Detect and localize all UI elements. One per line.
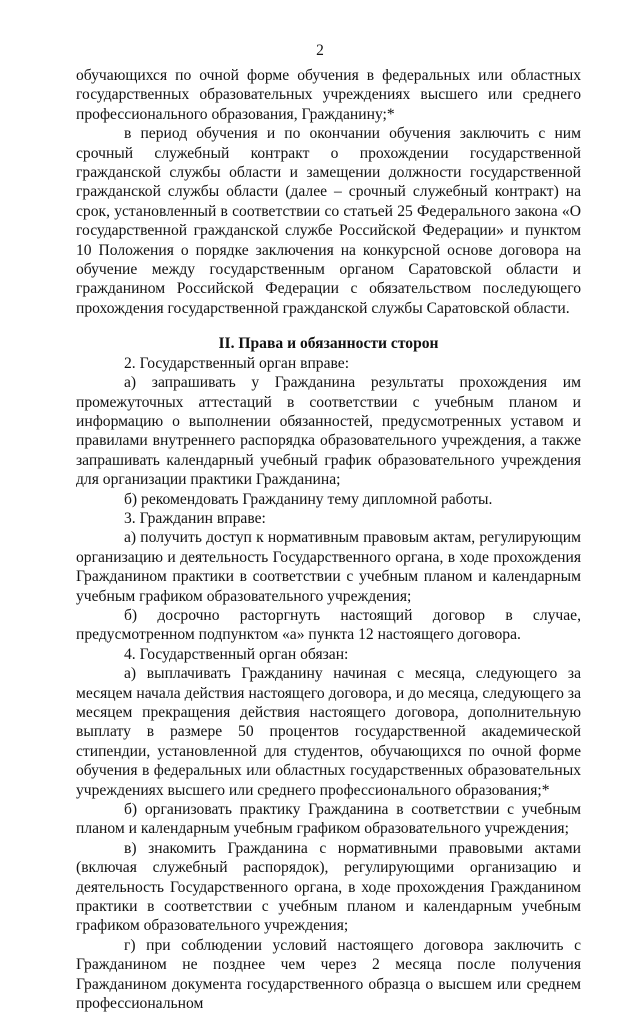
clause-2b: б) рекомендовать Гражданину тему дипломной работы. <box>124 490 493 508</box>
paragraph-continued: обучающихся по очной форме обучения в федеральных или областных государственных образовательных учреждениях высшего или среднего профессионального образования, Гражданину;* <box>76 67 581 123</box>
clause-4: 4. Государственный орган обязан: <box>124 645 349 663</box>
clause-4g: г) при соблюдении условий настоящего договора заключить с Гражданином не позднее чем через 2 месяца после получения Гражданином документа государственного образца о высшем или среднем профессиональном <box>76 936 581 1013</box>
clause-4b: б) организовать практику Гражданина в соответствии с учебным планом и календарным учебным графиком образовательного учреждения; <box>76 801 581 838</box>
clause-2a: а) запрашивать у Гражданина результаты прохождения им промежуточных аттестаций в соответствии с учебным планом и информацию о выполнении обязанностей, предусмотренных уставом и правилами внутреннего распорядка образовательного учреждения, а также запрашивать календарный учебный график образовательного учреждения для организации практики Гражданина; <box>76 374 581 489</box>
clause-4a: а) выплачивать Гражданину начиная с месяца, следующего за месяцем начала действия настоящего договора, и до месяца, следующего за месяцем прекращения действия настоящего договора, дополнительную выплату в размере 50 процентов государственной академической стипендии, установленной для студентов, обучающихся по очной форме обучения в федеральных или областных государственных образовательных учреждениях высшего или среднего профессионального образования;* <box>76 665 581 799</box>
page-number: 2 <box>316 42 324 59</box>
clause-3a: а) получить доступ к нормативным правовым актам, регулирующим организацию и деятельность Государственного органа, в ходе прохождения Гражданином практики в соответствии с учебным планом и календарным учебным графиком образовательного учреждения; <box>76 529 581 605</box>
clause-2: 2. Государственный орган вправе: <box>124 354 350 372</box>
clause-3b: б) досрочно расторгнуть настоящий договор в случае, предусмотренном подпунктом «а» пункта 12 настоящего договора. <box>76 606 581 644</box>
document-body <box>76 66 581 1014</box>
section-heading: II. Права и обязанности сторон <box>218 335 439 353</box>
clause-3: 3. Гражданин вправе: <box>124 509 266 527</box>
clause-4v: в) знакомить Гражданина с нормативными правовыми актами (включая служебный распорядок), регулирующими организацию и деятельность Государственного органа, в ходе прохождения Гражданином практики в соответствии с учебным планом и календарным учебным графиком образовательного учреждения; <box>76 839 581 935</box>
paragraph: в период обучения и по окончании обучения заключить с ним срочный служебный контракт о прохождении государственной гражданской службы области и замещении должности государственной гражданской службы области (далее – срочный служебный контракт) на срок, установленный в соответствии со статьей 25 Федерального закона «О государственной гражданской службе Российской Федерации» и пунктом 10 Положения о порядке заключения на конкурсной основе договора на обучение между государственным органом Саратовской области и гражданином Российской Федерации с обязательством последующего прохождения государственной гражданской службы Саратовской области. <box>76 125 581 317</box>
